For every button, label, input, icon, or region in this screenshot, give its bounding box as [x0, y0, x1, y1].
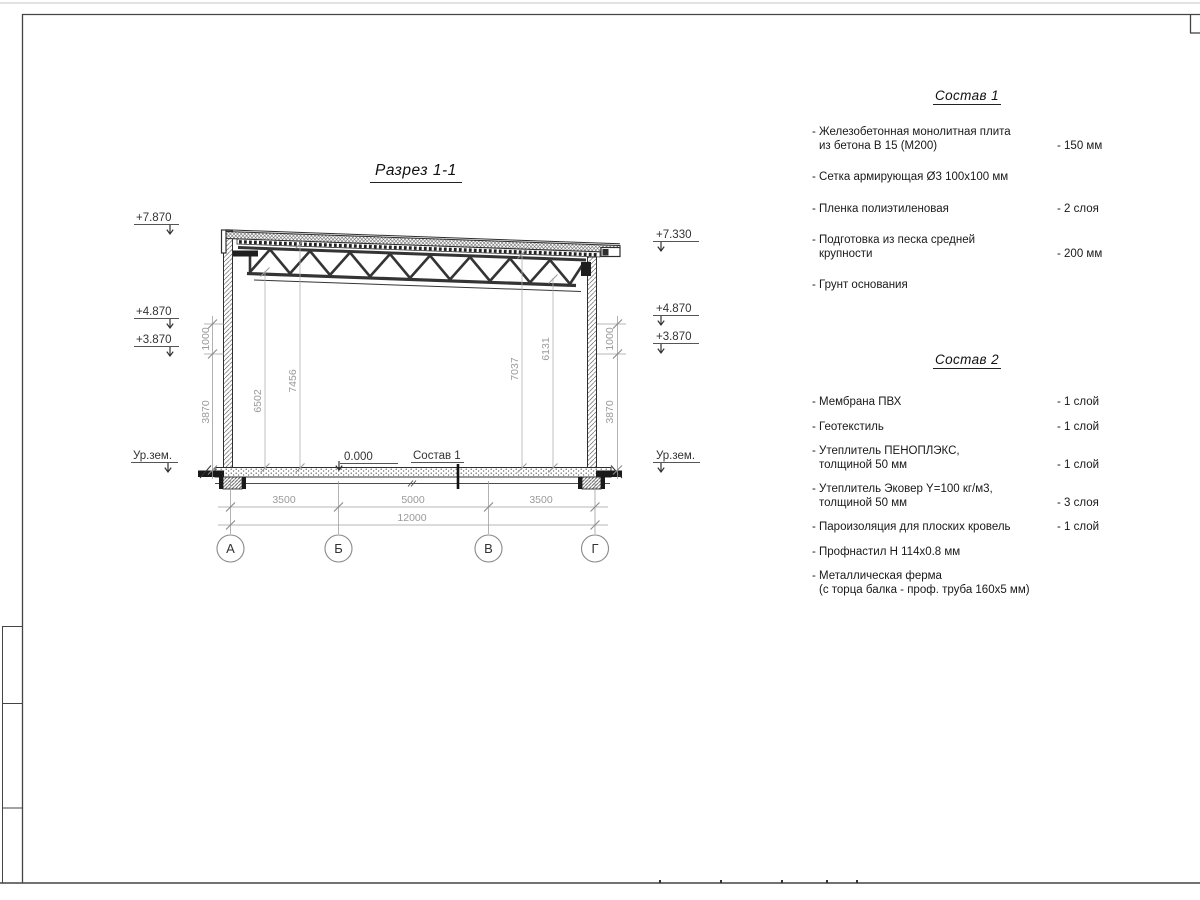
elevation-mark: [134, 306, 179, 328]
svg-text:+4.870: +4.870: [136, 306, 172, 318]
elevation-mark: [134, 212, 179, 234]
item-value: - 1 слой: [1057, 420, 1100, 433]
svg-text:+7.870: +7.870: [136, 212, 172, 224]
svg-text:6131: 6131: [540, 337, 552, 361]
svg-text:0.000: 0.000: [344, 451, 373, 463]
axis-label-a: А: [226, 541, 235, 556]
truss-support-right: [581, 262, 591, 276]
foundation-right: [578, 477, 605, 489]
list-item: - Пленка полиэтиленовая - 2 слоя: [812, 202, 1099, 215]
svg-text:+3.870: +3.870: [136, 334, 172, 346]
composition-1-list: [812, 126, 1144, 293]
elevation-mark: [653, 331, 699, 353]
svg-text:3500: 3500: [529, 494, 553, 506]
svg-text:1000: 1000: [200, 327, 212, 351]
list-item: - Металлическая ферма (с торца балка - проф. труба 160х5 мм): [812, 570, 1030, 596]
list-item: - Утеплитель ПЕНОПЛЭКС, толщиной 50 мм - 1 слой: [812, 445, 1100, 471]
list-item: - Геотекстиль - 1 слой: [812, 420, 1100, 433]
dim-chain-left: [200, 316, 224, 479]
list-item: - Подготовка из песка средней крупности - 200 мм: [812, 234, 1103, 260]
composition-1-heading: Состав 1: [934, 88, 1000, 103]
section-title: Разрез 1-1: [370, 162, 462, 183]
svg-text:7456: 7456: [287, 369, 299, 393]
item-value: - 150 мм: [1057, 139, 1103, 152]
dim-chain-right: [597, 316, 626, 479]
composition-2-heading: Состав 2: [934, 352, 1000, 367]
item-value: - 2 слоя: [1057, 202, 1099, 215]
list-item: - Мембрана ПВХ - 1 слой: [812, 396, 1100, 408]
ground-level-mark-right: [653, 450, 700, 472]
svg-text:1000: 1000: [604, 327, 616, 351]
truss-support-left: [233, 251, 258, 257]
list-item: - Сетка армирующая Ø3 100x100 мм: [812, 171, 1009, 183]
elevation-mark: [653, 229, 699, 251]
axis-label-g: Г: [591, 541, 599, 556]
axis-label-b: Б: [334, 541, 343, 556]
svg-text:Состав 1: Состав 1: [413, 450, 461, 462]
foundation-left: [219, 477, 246, 489]
dim-chain-bottom: [218, 481, 608, 534]
wall-left: [224, 231, 233, 468]
roof-left-end-plate: [222, 230, 227, 253]
list-item: - Профнастил Н 114х0.8 мм: [812, 545, 961, 558]
svg-text:+3.870: +3.870: [656, 331, 692, 343]
item-value: - 1 слой: [1057, 396, 1100, 408]
svg-text:3870: 3870: [200, 400, 212, 424]
elevation-mark: [653, 303, 699, 325]
svg-text:Ур.зем.: Ур.зем.: [656, 450, 696, 462]
wall-right: [588, 257, 597, 468]
axis-bubbles: [217, 535, 609, 562]
list-item: - Грунт основания: [812, 279, 908, 291]
svg-text:7037: 7037: [509, 357, 521, 381]
svg-text:3870: 3870: [604, 400, 616, 424]
list-item: - Пароизоляция для плоских кровель - 1 слой: [812, 521, 1100, 533]
elevation-mark: [134, 334, 179, 356]
item-value: - 200 мм: [1057, 247, 1103, 260]
svg-text:5000: 5000: [401, 494, 425, 506]
ground-level-mark-left: [131, 450, 178, 472]
svg-text:+4.870: +4.870: [656, 303, 692, 315]
floor: [198, 466, 622, 490]
axis-label-v: В: [484, 541, 493, 556]
composition-2-list: [812, 396, 1144, 597]
item-value: - 1 слой: [1057, 521, 1100, 533]
item-value: - 3 слоя: [1057, 496, 1099, 509]
frame-left-strip: [2, 626, 22, 883]
composition-2-block: [812, 352, 1144, 608]
list-item: - Железобетонная монолитная плита из бетона В 15 (М200) - 150 мм: [812, 126, 1103, 152]
svg-text:6502: 6502: [252, 389, 264, 413]
svg-text:3500: 3500: [272, 494, 296, 506]
svg-text:Ур.зем.: Ур.зем.: [133, 450, 173, 462]
svg-text:+7.330: +7.330: [656, 229, 692, 241]
list-item: - Утеплитель Эковер Y=100 кг/м3, толщиной 50 мм - 3 слоя: [812, 483, 1099, 509]
item-value: - 1 слой: [1057, 458, 1100, 471]
composition-1-block: [812, 88, 1144, 311]
svg-text:12000: 12000: [397, 512, 427, 524]
